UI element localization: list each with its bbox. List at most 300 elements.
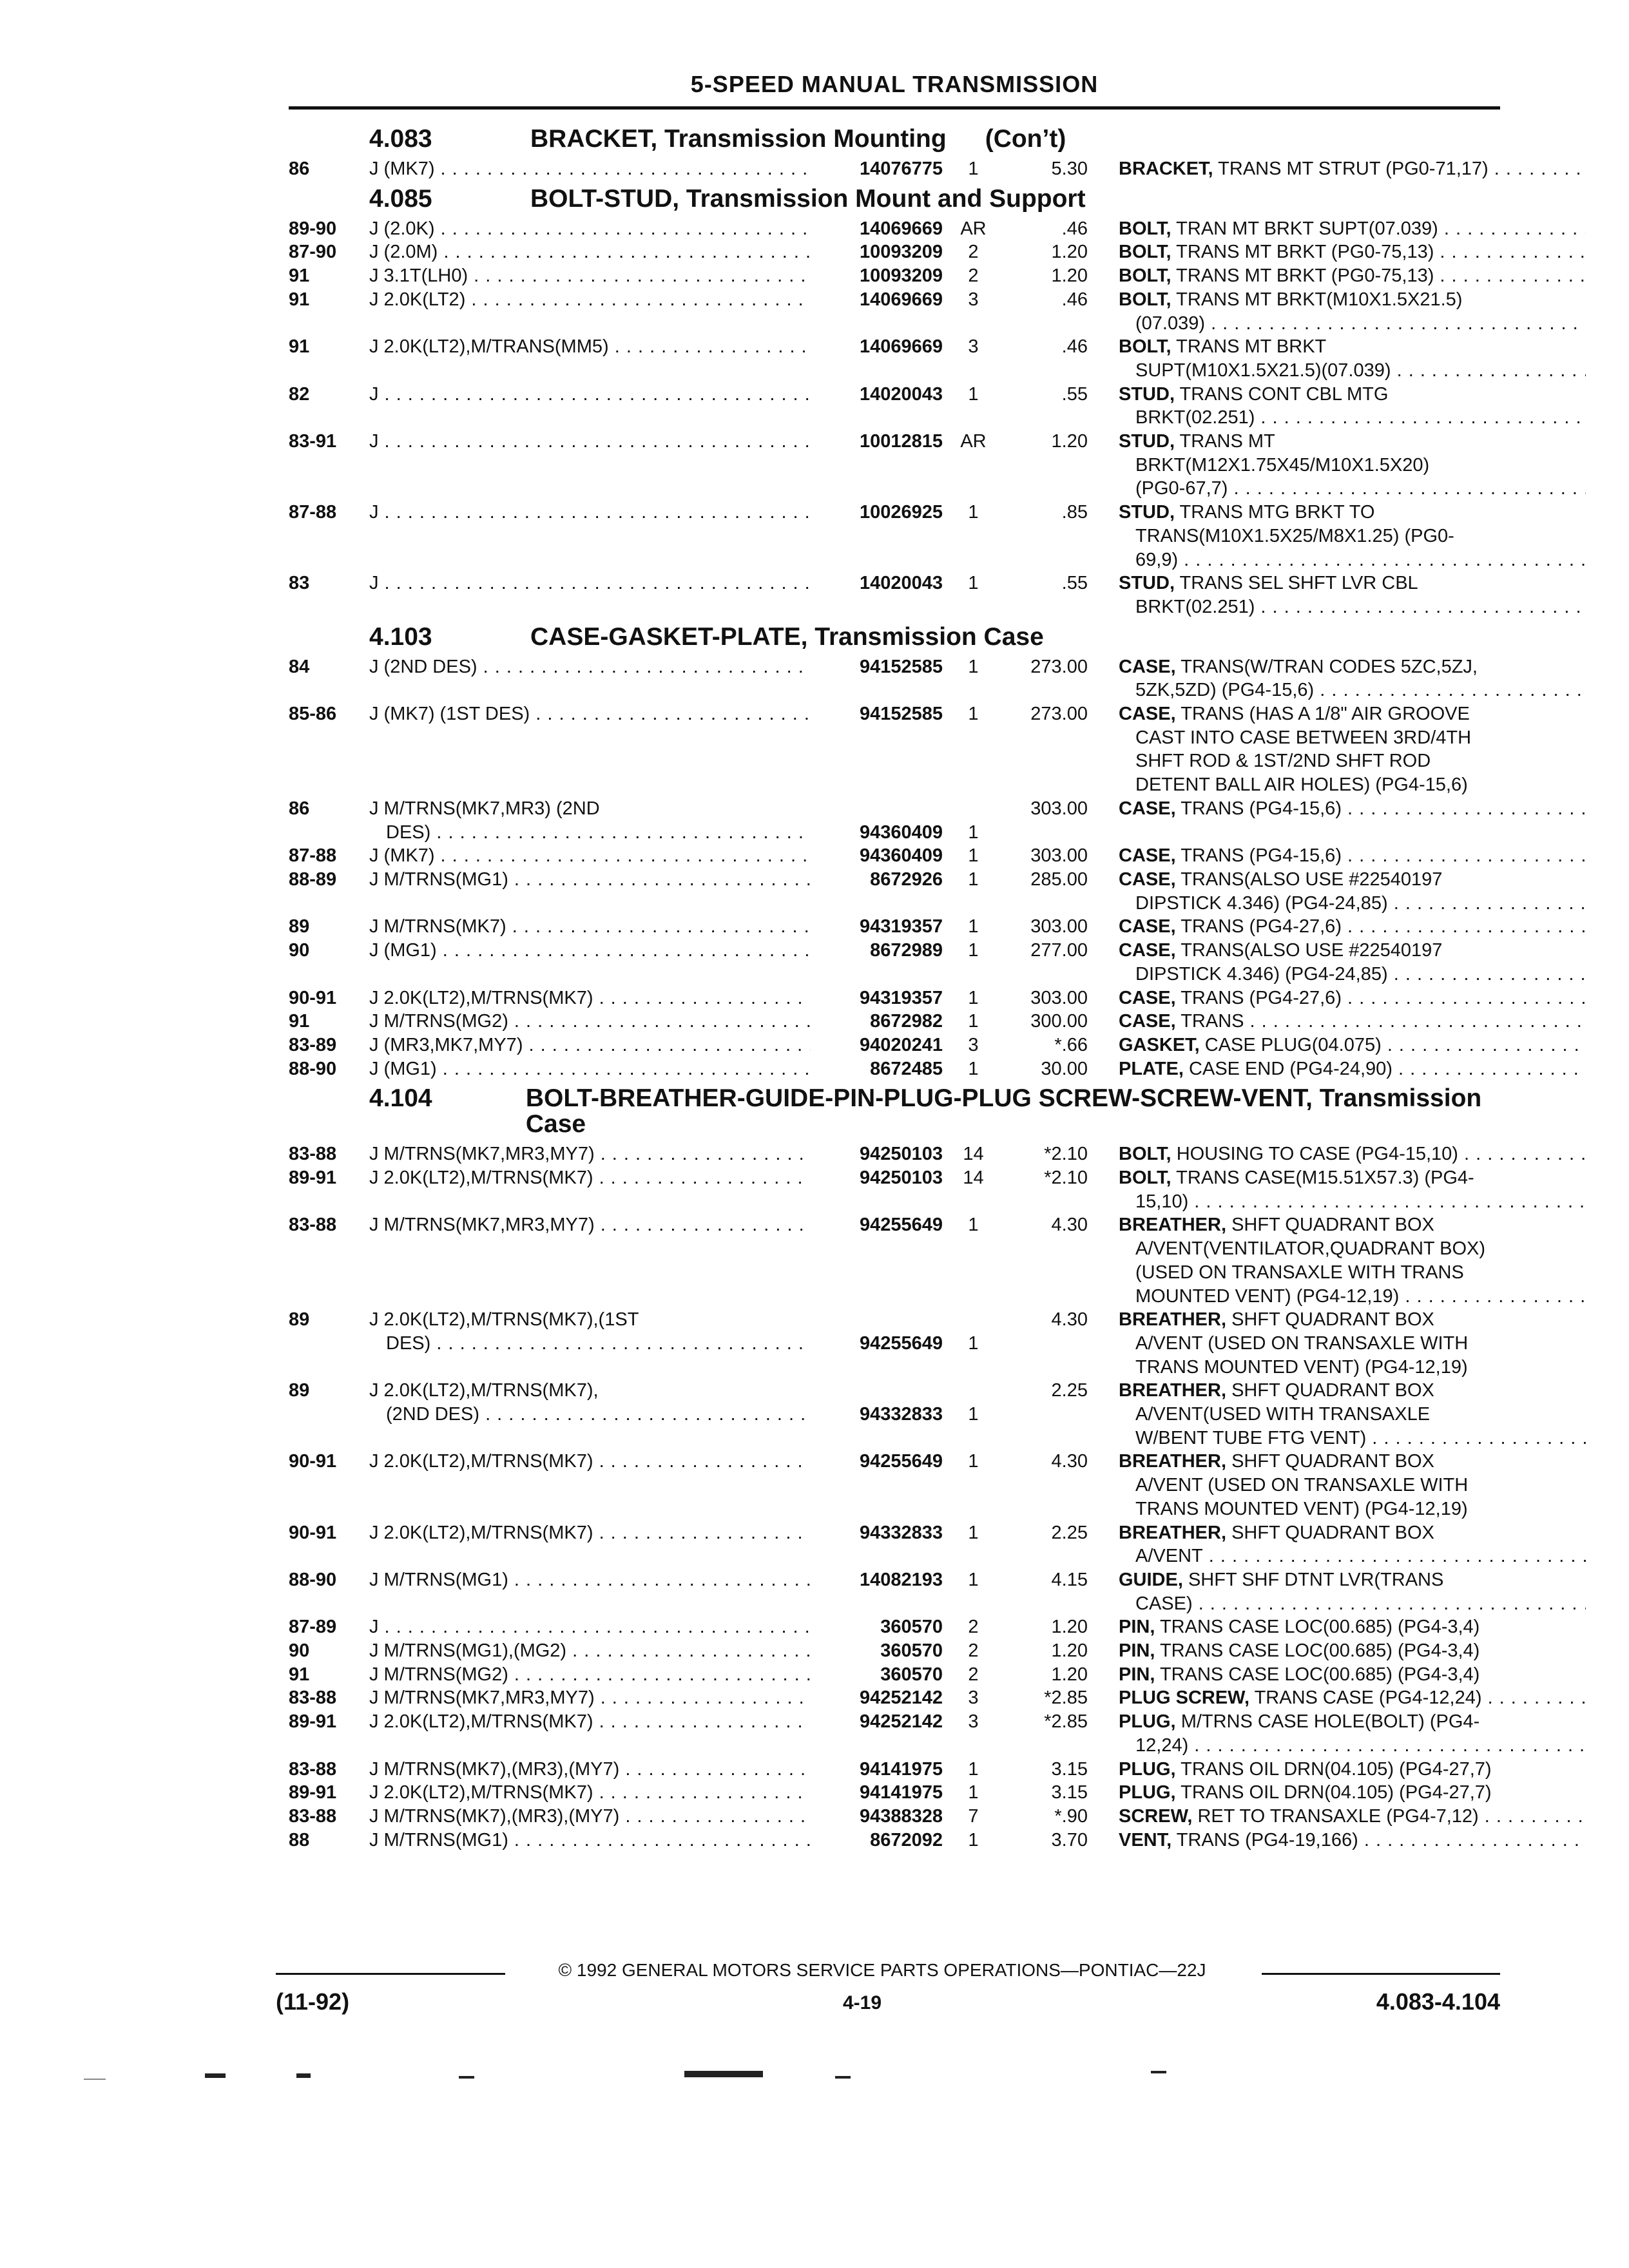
model-line: (2ND DES) . . . <box>369 1403 811 1427</box>
scan-mark <box>1151 2071 1166 2073</box>
description-text: TRANS OIL DRN(04.105) (PG4-27,7) <box>1181 1782 1492 1803</box>
part-row <box>289 572 1519 619</box>
part-description <box>1088 264 1586 288</box>
model-application <box>369 1057 811 1081</box>
model-line: J (MK7) . . . <box>369 844 811 868</box>
part-row <box>289 1308 1519 1379</box>
part-number: 94252142 <box>859 1711 943 1733</box>
model-column <box>369 1615 1004 1639</box>
part-row <box>289 655 1519 702</box>
description-line <box>1119 477 1586 501</box>
quantity: 1 <box>968 869 979 890</box>
section-number: 4.104 <box>369 1084 432 1113</box>
model-line: J M/TRNS(MK7),(MR3),(MY7) . . . <box>369 1805 811 1829</box>
model-year: 89 <box>289 1309 310 1331</box>
description-keyword: SCREW, <box>1119 1806 1193 1827</box>
model-column <box>369 335 1004 359</box>
model-column <box>369 240 1004 264</box>
quantity: 1 <box>968 1451 979 1472</box>
part-number-group <box>811 986 1004 1010</box>
part-number-group <box>811 1057 1004 1081</box>
quantity: 2 <box>968 1664 979 1685</box>
section-number: 4.083 <box>369 125 432 153</box>
part-description <box>1088 1033 1586 1057</box>
part-description <box>1088 1057 1586 1081</box>
section-number: 4.085 <box>369 184 432 213</box>
description-keyword: BREATHER, <box>1119 1215 1227 1236</box>
part-number: 8672092 <box>870 1829 943 1850</box>
model-year: 89-91 <box>289 1782 337 1803</box>
part-number: 14020043 <box>859 383 943 405</box>
model-application <box>369 1805 811 1829</box>
description-keyword: BOLT, <box>1119 289 1171 310</box>
model-year: 90-91 <box>289 1522 337 1543</box>
description-line <box>1119 939 1586 963</box>
model-year: 89-91 <box>289 1711 337 1733</box>
part-number: 94141975 <box>859 1782 943 1803</box>
part-description <box>1088 288 1586 335</box>
quantity: 1 <box>968 159 979 179</box>
description-text: TRANS (PG4-27,6) <box>1181 916 1342 937</box>
model-line: J 2.0K(LT2),M/TRNS(MK7) . . . <box>369 1166 811 1190</box>
model-line: J 2.0K(LT2),M/TRNS(MK7) . . . <box>369 1781 811 1805</box>
part-number: 360570 <box>880 1664 943 1685</box>
part-number-group <box>811 383 1004 407</box>
description-keyword: STUD, <box>1119 383 1175 405</box>
model-application <box>369 1663 811 1687</box>
description-text: A/VENT (USED ON TRANSAXLE WITH <box>1135 1475 1469 1496</box>
model-column <box>369 1758 1004 1782</box>
model-line: J (MK7) (1ST DES) . . . <box>369 702 811 726</box>
model-line: J 2.0K(LT2) . . . <box>369 288 811 312</box>
model-application <box>369 1033 811 1057</box>
description-keyword: BREATHER, <box>1119 1380 1227 1401</box>
description-text: TRANS CONT CBL MTG <box>1179 383 1389 405</box>
description-keyword: CASE, <box>1119 656 1176 677</box>
price: 303.00 <box>1030 987 1088 1008</box>
model-column <box>369 1568 1004 1592</box>
price: 1.20 <box>1051 431 1088 452</box>
model-year: 90-91 <box>289 987 337 1008</box>
model-column <box>369 1213 1004 1237</box>
model-column <box>369 939 1004 963</box>
description-line <box>1119 726 1586 750</box>
part-number: 94250103 <box>859 1144 943 1165</box>
model-year: 83-88 <box>289 1758 337 1780</box>
part-number-group <box>811 702 1004 726</box>
description-text: TRANS CASE LOC(00.685) (PG4-3,4) <box>1159 1664 1480 1685</box>
model-year: 87-88 <box>289 502 337 523</box>
part-number-group <box>811 430 1004 454</box>
part-number: 360570 <box>880 1617 943 1638</box>
price: 4.30 <box>1051 1215 1088 1236</box>
quantity: 1 <box>968 1011 979 1032</box>
part-description <box>1088 1805 1586 1829</box>
description-keyword: CASE, <box>1119 869 1176 890</box>
part-number-group <box>811 1805 1004 1829</box>
part-number: 94250103 <box>859 1168 943 1189</box>
description-keyword: BOLT, <box>1119 336 1171 358</box>
part-row <box>289 157 1519 181</box>
description-line <box>1119 1010 1586 1033</box>
model-column <box>369 1639 1004 1663</box>
quantity: 1 <box>968 1404 979 1425</box>
part-number-group <box>811 157 1004 181</box>
model-line: J (MG1) . . . <box>369 939 811 963</box>
part-number-group <box>811 1166 1004 1190</box>
description-text: TRANS MT BRKT (PG0-75,13) <box>1176 265 1434 287</box>
section-heading <box>289 619 1519 655</box>
quantity: 1 <box>968 573 979 594</box>
part-row <box>289 1829 1519 1852</box>
part-number: 94360409 <box>859 822 943 843</box>
description-keyword: BREATHER, <box>1119 1309 1227 1331</box>
model-application <box>369 868 811 892</box>
scan-mark <box>835 2076 851 2079</box>
part-description <box>1088 1758 1586 1782</box>
description-line <box>1119 1285 1586 1309</box>
model-line: J 2.0K(LT2),M/TRNS(MK7) . . . <box>369 986 811 1010</box>
part-number: 10026925 <box>859 502 943 523</box>
model-year: 87-89 <box>289 1617 337 1638</box>
part-description <box>1088 1615 1586 1639</box>
model-year: 91 <box>289 289 310 310</box>
description-line <box>1119 501 1586 524</box>
description-line <box>1119 572 1586 595</box>
description-line <box>1119 1568 1586 1592</box>
part-row <box>289 702 1519 797</box>
description-keyword: CASE, <box>1119 845 1176 867</box>
section-name: BRACKET, Transmission Mounting <box>530 125 947 153</box>
model-year: 84 <box>289 656 310 677</box>
part-description <box>1088 157 1586 181</box>
description-keyword: CASE, <box>1119 916 1176 937</box>
price: 303.00 <box>1030 845 1088 867</box>
part-number-group <box>811 1639 1004 1663</box>
footer-copyright: © 1992 GENERAL MOTORS SERVICE PARTS OPERATIONS—PONTIAC—22J <box>558 1960 1206 1980</box>
model-application <box>369 844 811 868</box>
description-text: TRANS MOUNTED VENT) (PG4-12,19) <box>1135 1356 1468 1378</box>
model-year: 83-88 <box>289 1215 337 1236</box>
part-description <box>1088 1308 1586 1379</box>
description-text: A/VENT (USED ON TRANSAXLE WITH <box>1135 1332 1469 1354</box>
model-application <box>369 288 811 312</box>
part-number-group <box>811 655 1004 679</box>
footer-rule-right <box>1262 1973 1500 1975</box>
quantity: AR <box>960 431 987 452</box>
description-line <box>1119 1734 1586 1758</box>
quantity: 2 <box>968 265 979 287</box>
model-column <box>369 1710 1004 1734</box>
part-row <box>289 868 1519 915</box>
price: .46 <box>1061 336 1088 358</box>
quantity: 1 <box>968 822 979 843</box>
model-line: J M/TRNS(MK7),(MR3),(MY7) . . . <box>369 1758 811 1782</box>
description-text: 69,9) <box>1135 549 1179 570</box>
price: *2.85 <box>1044 1711 1088 1733</box>
model-application <box>369 572 811 595</box>
model-line: J 3.1T(LH0) . . . <box>369 264 811 288</box>
part-row <box>289 1710 1519 1757</box>
price: *2.10 <box>1044 1168 1088 1189</box>
model-column <box>369 1166 1004 1190</box>
description-keyword: BOLT, <box>1119 218 1171 239</box>
description-keyword: STUD, <box>1119 502 1175 523</box>
description-text: TRANS (PG4-19,166) <box>1176 1829 1358 1850</box>
model-year: 83-89 <box>289 1034 337 1055</box>
part-number-group <box>811 1758 1004 1782</box>
price: 4.30 <box>1051 1309 1088 1331</box>
model-year: 83-88 <box>289 1144 337 1165</box>
part-number: 10093209 <box>859 242 943 263</box>
model-column <box>369 1379 1004 1426</box>
quantity: 14 <box>963 1168 984 1189</box>
part-number-group <box>811 1521 1004 1545</box>
quantity: 1 <box>968 1569 979 1590</box>
description-text: TRANS (PG4-15,6) <box>1181 845 1342 867</box>
model-year: 86 <box>289 798 310 819</box>
quantity: 3 <box>968 289 979 310</box>
description-line <box>1119 1829 1586 1852</box>
model-line: J . . . <box>369 501 811 524</box>
model-application <box>369 1142 811 1166</box>
model-column <box>369 702 1004 726</box>
model-year: 82 <box>289 383 310 405</box>
part-description <box>1088 844 1586 868</box>
model-line: J (MR3,MK7,MY7) . . . <box>369 1033 811 1057</box>
description-line <box>1119 1592 1586 1616</box>
model-column <box>369 383 1004 407</box>
price: *.90 <box>1054 1806 1088 1827</box>
part-number-group <box>811 1686 1004 1710</box>
description-text: SHFT QUADRANT BOX <box>1231 1309 1434 1331</box>
model-column <box>369 288 1004 312</box>
quantity: 1 <box>968 1058 979 1079</box>
part-description <box>1088 335 1586 382</box>
description-line <box>1119 1403 1586 1427</box>
part-number: 94255649 <box>859 1332 943 1354</box>
description-text: SUPT(M10X1.5X21.5)(07.039) <box>1135 360 1391 381</box>
description-text: TRANS(M10X1.5X25/M8X1.25) (PG0- <box>1135 525 1454 546</box>
model-line: J M/TRNS(MG2) . . . <box>369 1010 811 1033</box>
model-line: J . . . <box>369 430 811 454</box>
description-line <box>1119 1261 1586 1285</box>
model-application <box>369 1010 811 1033</box>
model-line: J M/TRNS(MK7,MR3,MY7) . . . <box>369 1142 811 1166</box>
part-number: 14076775 <box>859 159 943 179</box>
part-row <box>289 383 1519 430</box>
price: 303.00 <box>1030 916 1088 937</box>
quantity: 3 <box>968 1711 979 1733</box>
model-column <box>369 1781 1004 1805</box>
part-number: 94141975 <box>859 1758 943 1780</box>
model-year: 89-90 <box>289 218 337 239</box>
description-text: DETENT BALL AIR HOLES) (PG4-15,6) <box>1135 774 1468 796</box>
part-description <box>1088 1010 1586 1033</box>
description-line <box>1119 1521 1586 1545</box>
part-description <box>1088 217 1586 241</box>
model-line: J M/TRNS(MG1) . . . <box>369 868 811 892</box>
description-text: SHFT ROD & 1ST/2ND SHFT ROD <box>1135 751 1431 772</box>
description-line <box>1119 1190 1586 1214</box>
description-text: 15,10) <box>1135 1191 1189 1212</box>
part-description <box>1088 572 1586 619</box>
part-description <box>1088 915 1586 939</box>
description-text: TRANS CASE LOC(00.685) (PG4-3,4) <box>1159 1640 1480 1662</box>
part-number: 94319357 <box>859 987 943 1008</box>
model-year: 88-90 <box>289 1569 337 1590</box>
description-text: TRANS (PG4-15,6) <box>1181 798 1342 819</box>
part-number: 94255649 <box>859 1215 943 1236</box>
model-application <box>369 1450 811 1474</box>
price: 3.15 <box>1051 1782 1088 1803</box>
model-line: J . . . <box>369 572 811 595</box>
description-line <box>1119 1758 1586 1782</box>
description-text: BRKT(M12X1.75X45/M10X1.5X20) <box>1135 454 1430 476</box>
section-name: BOLT-STUD, Transmission Mount and Support <box>530 184 1086 213</box>
scan-mark <box>459 2076 474 2079</box>
model-application <box>369 702 811 726</box>
model-column <box>369 1308 1004 1355</box>
part-number: 94319357 <box>859 916 943 937</box>
model-line: J (MK7) . . . <box>369 157 811 181</box>
quantity: 1 <box>968 656 979 677</box>
description-line <box>1119 548 1586 572</box>
price: 1.20 <box>1051 1640 1088 1662</box>
part-number: 8672989 <box>870 940 943 961</box>
model-year: 83-91 <box>289 431 337 452</box>
model-column <box>369 1829 1004 1852</box>
part-row <box>289 335 1519 382</box>
part-description <box>1088 383 1586 430</box>
model-year: 91 <box>289 1011 310 1032</box>
description-line <box>1119 702 1586 726</box>
scan-mark <box>684 2071 763 2077</box>
section-number: 4.103 <box>369 622 432 651</box>
description-keyword: BOLT, <box>1119 1168 1171 1189</box>
description-line <box>1119 1686 1586 1710</box>
price: .46 <box>1061 218 1088 239</box>
description-line <box>1119 217 1586 241</box>
model-line: J (2ND DES) . . . <box>369 655 811 679</box>
model-year: 88 <box>289 1829 310 1850</box>
description-line <box>1119 359 1586 383</box>
quantity: 2 <box>968 1640 979 1662</box>
description-line <box>1119 892 1586 916</box>
description-keyword: PIN, <box>1119 1664 1155 1685</box>
description-line <box>1119 264 1586 288</box>
description-text: BRKT(02.251) <box>1135 596 1255 617</box>
model-application <box>369 1166 811 1190</box>
price: 2.25 <box>1051 1522 1088 1543</box>
model-line: J M/TRNS(MG1) . . . <box>369 1829 811 1852</box>
description-text: CASE END (PG4-24,90) <box>1189 1058 1393 1079</box>
description-keyword: PLUG, <box>1119 1782 1176 1803</box>
part-description <box>1088 1639 1586 1663</box>
model-application <box>369 1686 811 1710</box>
model-column <box>369 264 1004 288</box>
description-line <box>1119 1497 1586 1521</box>
part-number-group <box>811 1332 1004 1356</box>
quantity: 1 <box>968 1332 979 1354</box>
part-number-group <box>811 915 1004 939</box>
description-text: SHFT SHF DTNT LVR(TRANS <box>1188 1569 1444 1590</box>
part-number: 94152585 <box>859 704 943 725</box>
part-row <box>289 430 1519 501</box>
price: *2.85 <box>1044 1687 1088 1709</box>
part-number: 94255649 <box>859 1451 943 1472</box>
price: .85 <box>1061 502 1088 523</box>
part-row <box>289 1450 1519 1521</box>
description-line <box>1119 1805 1586 1829</box>
model-column <box>369 1663 1004 1687</box>
part-row <box>289 844 1519 868</box>
description-line <box>1119 1237 1586 1261</box>
description-keyword: BRACKET, <box>1119 159 1213 179</box>
description-text: TRANS CASE (PG4-12,24) <box>1254 1687 1482 1709</box>
model-year: 83 <box>289 573 310 594</box>
description-keyword: BREATHER, <box>1119 1522 1227 1543</box>
description-keyword: GASKET, <box>1119 1034 1200 1055</box>
description-text: A/VENT(USED WITH TRANSAXLE <box>1135 1404 1431 1425</box>
description-line <box>1119 1544 1586 1568</box>
part-row <box>289 1781 1519 1805</box>
part-row <box>289 501 1519 572</box>
part-number: 14069669 <box>859 336 943 358</box>
part-number-group <box>811 572 1004 595</box>
model-year: 87-90 <box>289 242 337 263</box>
description-line <box>1119 1166 1586 1190</box>
model-line: J (MG1) . . . <box>369 1057 811 1081</box>
description-line <box>1119 383 1586 407</box>
part-row <box>289 1521 1519 1568</box>
model-column <box>369 1010 1004 1033</box>
description-keyword: CASE, <box>1119 798 1176 819</box>
model-line: J (2.0M) . . . <box>369 240 811 264</box>
part-description <box>1088 1686 1586 1710</box>
part-row <box>289 1568 1519 1615</box>
price: 273.00 <box>1030 656 1088 677</box>
description-line <box>1119 1710 1586 1734</box>
model-application <box>369 1615 811 1639</box>
description-text: TRANS MT BRKT <box>1176 336 1327 358</box>
scan-mark <box>84 2079 106 2080</box>
part-row <box>289 217 1519 241</box>
quantity: 1 <box>968 704 979 725</box>
description-text: 12,24) <box>1135 1735 1189 1756</box>
description-line <box>1119 406 1586 430</box>
price: 4.15 <box>1051 1569 1088 1590</box>
part-row <box>289 1057 1519 1081</box>
description-keyword: CASE, <box>1119 704 1176 725</box>
quantity: 1 <box>968 383 979 405</box>
description-text: (PG0-67,7) <box>1135 478 1228 499</box>
part-row <box>289 1615 1519 1639</box>
description-keyword: VENT, <box>1119 1829 1172 1850</box>
price: .55 <box>1061 383 1088 405</box>
part-number-group <box>811 217 1004 241</box>
part-row <box>289 1142 1519 1166</box>
page-footer <box>276 1959 1500 2030</box>
part-description <box>1088 430 1586 501</box>
header-rule <box>289 106 1500 110</box>
part-description <box>1088 868 1586 915</box>
model-column <box>369 797 1004 844</box>
model-year: 90 <box>289 940 310 961</box>
model-column <box>369 868 1004 892</box>
quantity: 1 <box>968 1215 979 1236</box>
price: *2.10 <box>1044 1144 1088 1165</box>
